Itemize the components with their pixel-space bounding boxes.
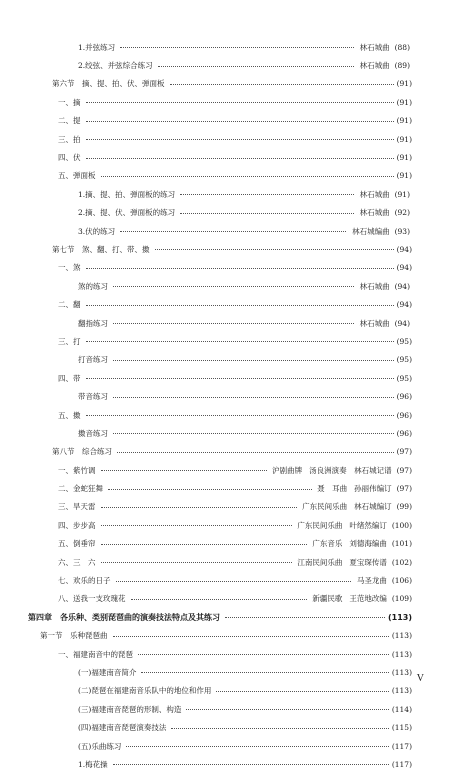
toc-entry-page-number: (113) (391, 667, 412, 677)
toc-entry-credit: 刘德海编曲 (349, 539, 387, 549)
toc-entry-page-number: (91) (396, 134, 412, 144)
toc-entry-title: 打音练习 (78, 355, 108, 365)
toc-row[interactable] (0, 516, 412, 534)
toc-entry-page-number: (115) (391, 723, 412, 733)
toc-row[interactable] (0, 682, 412, 700)
toc-entry-title: 第四章 各乐种、类别琵琶曲的演奏技法特点及其练习 (28, 612, 220, 622)
dot-leader (155, 248, 394, 250)
toc-entry-page-number: (88) (394, 42, 410, 52)
toc-entry-title: 一、福建南音中的琵琶 (58, 649, 133, 659)
toc-row[interactable] (0, 351, 412, 369)
toc-entry-title: 一、煞 (58, 263, 81, 273)
toc-entry-title: 第七节 煞、翻、打、带、擞 (52, 244, 150, 254)
toc-entry-credit: 林石城编曲 (352, 226, 390, 236)
toc-entry-page-number: (95) (396, 355, 412, 365)
toc-entry-page-number: (89) (394, 61, 410, 71)
toc-entry-title: 四、伏 (58, 153, 81, 163)
dot-leader (101, 469, 268, 471)
toc-row[interactable] (0, 535, 412, 553)
toc-entry-page-number: (96) (396, 392, 412, 402)
dot-leader (186, 708, 388, 710)
toc-entry-page-number: (113) (391, 631, 412, 641)
dot-leader (86, 377, 394, 379)
toc-row[interactable] (0, 56, 410, 74)
toc-entry-title: (四)福建南音琵琶演奏技法 (78, 723, 167, 733)
toc-entry-page-number: (91) (396, 97, 412, 107)
dot-leader (108, 488, 312, 490)
toc-entry-title: 1.梅花操 (78, 759, 108, 769)
dot-leader (120, 46, 353, 48)
toc-entry-page-number: (109) (391, 594, 412, 604)
toc-entry-title: 三、拍 (58, 134, 81, 144)
toc-entry-credit: 林石城曲 (359, 42, 390, 52)
dot-leader (180, 193, 353, 195)
toc-entry-title: 擞音练习 (78, 428, 108, 438)
toc-entry-title: 三、打 (58, 336, 81, 346)
toc-entry-title: 四、步步高 (58, 520, 96, 530)
dot-leader (225, 616, 385, 618)
toc-entry-title: 三、旱天雷 (58, 502, 96, 512)
toc-entry-title: 二、金蛇狂舞 (58, 484, 103, 494)
toc-entry-page-number: (113) (391, 686, 412, 696)
toc-row[interactable] (0, 663, 412, 681)
toc-entry-title: 1.摘、提、拍、弹面板的练习 (78, 189, 176, 199)
dot-leader (101, 561, 293, 563)
toc-entry-page-number: (97) (396, 447, 412, 457)
dot-leader (101, 506, 298, 508)
toc-entry-credit: 林石城曲 (359, 208, 390, 218)
toc-entry-page-number: (94) (396, 300, 412, 310)
toc-row[interactable] (0, 130, 412, 148)
toc-entry-page-number: (94) (396, 244, 412, 254)
toc-entry-credit: 夏宝琛传谱 (349, 557, 387, 567)
toc-row[interactable] (0, 259, 412, 277)
dot-leader (101, 524, 293, 526)
toc-entry-credit: 孙丽伟编订 (354, 484, 392, 494)
dot-leader (86, 414, 394, 416)
toc-entry-source: 广东民间乐曲 (297, 520, 343, 530)
dot-leader (86, 120, 394, 122)
toc-row[interactable] (0, 167, 412, 185)
dot-leader (86, 138, 394, 140)
toc-entry-page-number: (91) (394, 189, 410, 199)
toc-entry-credit: 王范地改编 (349, 594, 387, 604)
toc-entry-page-number: (97) (396, 484, 412, 494)
dot-leader (86, 267, 394, 269)
toc-entry-source: 江南民间乐曲 (297, 557, 343, 567)
toc-entry-credit: 马圣龙曲 (356, 576, 387, 586)
toc-entry-source: 聂 耳曲 (317, 484, 348, 494)
toc-entry-page-number: (117) (391, 741, 412, 751)
dot-leader (113, 359, 394, 361)
toc-row[interactable] (0, 112, 412, 130)
toc-entry-credit: 林石城曲 (359, 318, 390, 328)
toc-row[interactable] (0, 295, 412, 313)
dot-leader (170, 83, 394, 85)
toc-row[interactable] (0, 185, 410, 203)
toc-row[interactable] (0, 571, 412, 589)
toc-entry-title: 六、三 六 (58, 557, 96, 567)
toc-entry-title: 五、倒垂帘 (58, 539, 96, 549)
toc-entry-title: (一)福建南音简介 (78, 667, 137, 677)
toc-entry-title: 二、提 (58, 116, 81, 126)
toc-entry-credit: 林石城曲 (359, 61, 390, 71)
toc-entry-page-number: (95) (396, 336, 412, 346)
page-folio: V (416, 673, 424, 684)
dot-leader (131, 598, 308, 600)
toc-entry-page-number: (92) (394, 208, 410, 218)
dot-leader (113, 285, 354, 287)
toc-entry-source: 广东音乐 (312, 539, 343, 549)
toc-entry-page-number: (100) (391, 520, 412, 530)
toc-row[interactable] (0, 627, 412, 645)
toc-row[interactable] (0, 461, 412, 479)
toc-row[interactable] (0, 553, 412, 571)
dot-leader (180, 212, 353, 214)
dot-leader (101, 175, 394, 177)
toc-row[interactable] (0, 755, 412, 773)
toc-entry-page-number: (114) (391, 704, 412, 714)
toc-entry-page-number: (91) (396, 153, 412, 163)
toc-entry-page-number: (101) (391, 539, 412, 549)
toc-entry-credit: 汤良洲演奏 林石城记谱 (309, 465, 392, 475)
toc-entry-page-number: (94) (394, 318, 410, 328)
toc-entry-title: (三)福建南音琵琶的形制、构造 (78, 704, 182, 714)
toc-row[interactable] (0, 498, 412, 516)
toc-entry-source: 广东民间乐曲 (302, 502, 348, 512)
toc-entry-page-number: (94) (396, 263, 412, 273)
toc-row[interactable] (0, 148, 412, 166)
toc-entry-title: 五、弹面板 (58, 171, 96, 181)
toc-entry-title: 四、带 (58, 373, 81, 383)
toc-row[interactable] (0, 204, 410, 222)
dot-leader (113, 322, 354, 324)
dot-leader (113, 432, 394, 434)
toc-row[interactable] (0, 38, 410, 56)
toc-entry-page-number: (94) (394, 281, 410, 291)
dot-leader (86, 340, 394, 342)
toc-row[interactable] (0, 332, 412, 350)
toc-entry-title: 八、送我一支玫瑰花 (58, 594, 126, 604)
dot-leader (158, 65, 354, 67)
toc-entry-page-number: (96) (396, 410, 412, 420)
toc-row[interactable] (0, 737, 412, 755)
toc-entry-title: 第一节 乐种琵琶曲 (40, 631, 108, 641)
toc-row[interactable] (0, 645, 412, 663)
toc-entry-title: 翻指练习 (78, 318, 108, 328)
toc-row[interactable] (0, 314, 410, 332)
dot-leader (171, 727, 388, 729)
toc-row[interactable] (0, 700, 412, 718)
dot-leader (138, 653, 389, 655)
toc-row[interactable] (0, 240, 412, 258)
table-of-contents (0, 38, 456, 774)
toc-entry-page-number: (113) (387, 612, 412, 622)
toc-entry-page-number: (102) (391, 557, 412, 567)
toc-entry-page-number: (93) (394, 226, 410, 236)
dot-leader (113, 763, 389, 765)
toc-entry-title: 五、擞 (58, 410, 81, 420)
toc-entry-title: 带音练习 (78, 392, 108, 402)
toc-entry-page-number: (95) (396, 373, 412, 383)
toc-entry-credit: 叶绪然编订 (349, 520, 387, 530)
toc-row[interactable] (0, 406, 412, 424)
toc-entry-title: 煞的练习 (78, 281, 108, 291)
toc-row[interactable] (0, 277, 410, 295)
toc-row[interactable] (0, 387, 412, 405)
dot-leader (116, 580, 351, 582)
toc-entry-title: 第八节 综合练习 (52, 447, 112, 457)
dot-leader (101, 543, 308, 545)
toc-entry-title: 第六节 摘、提、拍、伏、弹面板 (52, 79, 165, 89)
toc-entry-page-number: (97) (396, 465, 412, 475)
toc-row[interactable] (0, 479, 412, 497)
toc-entry-title: 二、翻 (58, 300, 81, 310)
dot-leader (120, 230, 346, 232)
toc-entry-page-number: (99) (396, 502, 412, 512)
toc-entry-title: (二)琵琶在福建南音乐队中的地位和作用 (78, 686, 212, 696)
toc-entry-title: 1.并弦练习 (78, 42, 116, 52)
dot-leader (117, 451, 394, 453)
toc-entry-page-number: (96) (396, 428, 412, 438)
toc-entry-title: 一、摘 (58, 97, 81, 107)
toc-entry-page-number: (106) (391, 576, 412, 586)
toc-entry-credit: 林石城曲 (359, 189, 390, 199)
toc-entry-title: 2.摘、提、伏、弹面板的练习 (78, 208, 176, 218)
toc-row[interactable] (0, 718, 412, 736)
toc-entry-title: 七、欢乐的日子 (58, 576, 111, 586)
dot-leader (216, 690, 388, 692)
toc-entry-page-number: (91) (396, 171, 412, 181)
dot-leader (113, 635, 389, 637)
toc-entry-source: 沪剧曲牌 (272, 465, 303, 475)
dot-leader (126, 745, 388, 747)
toc-entry-credit: 林石城曲 (359, 281, 390, 291)
toc-row[interactable] (0, 424, 412, 442)
toc-entry-page-number: (91) (396, 79, 412, 89)
toc-entry-title: (五)乐曲练习 (78, 741, 122, 751)
dot-leader (86, 304, 394, 306)
dot-leader (86, 157, 394, 159)
toc-row[interactable] (0, 93, 412, 111)
toc-row[interactable] (0, 75, 412, 93)
toc-entry-page-number: (91) (396, 116, 412, 126)
dot-leader (113, 396, 394, 398)
toc-row[interactable] (0, 222, 410, 240)
toc-entry-title: 一、紫竹调 (58, 465, 96, 475)
toc-row[interactable] (0, 369, 412, 387)
toc-entry-title: 3.伏的练习 (78, 226, 116, 236)
toc-row[interactable] (0, 590, 412, 608)
toc-entry-page-number: (113) (391, 649, 412, 659)
toc-entry-title: 2.绞弦、并弦综合练习 (78, 61, 153, 71)
toc-row[interactable] (0, 443, 412, 461)
toc-entry-page-number: (117) (391, 759, 412, 769)
dot-leader (86, 101, 394, 103)
toc-entry-source: 新疆民歌 (312, 594, 343, 604)
toc-entry-credit: 林石城编订 (354, 502, 392, 512)
dot-leader (141, 671, 388, 673)
toc-row[interactable] (0, 608, 412, 626)
